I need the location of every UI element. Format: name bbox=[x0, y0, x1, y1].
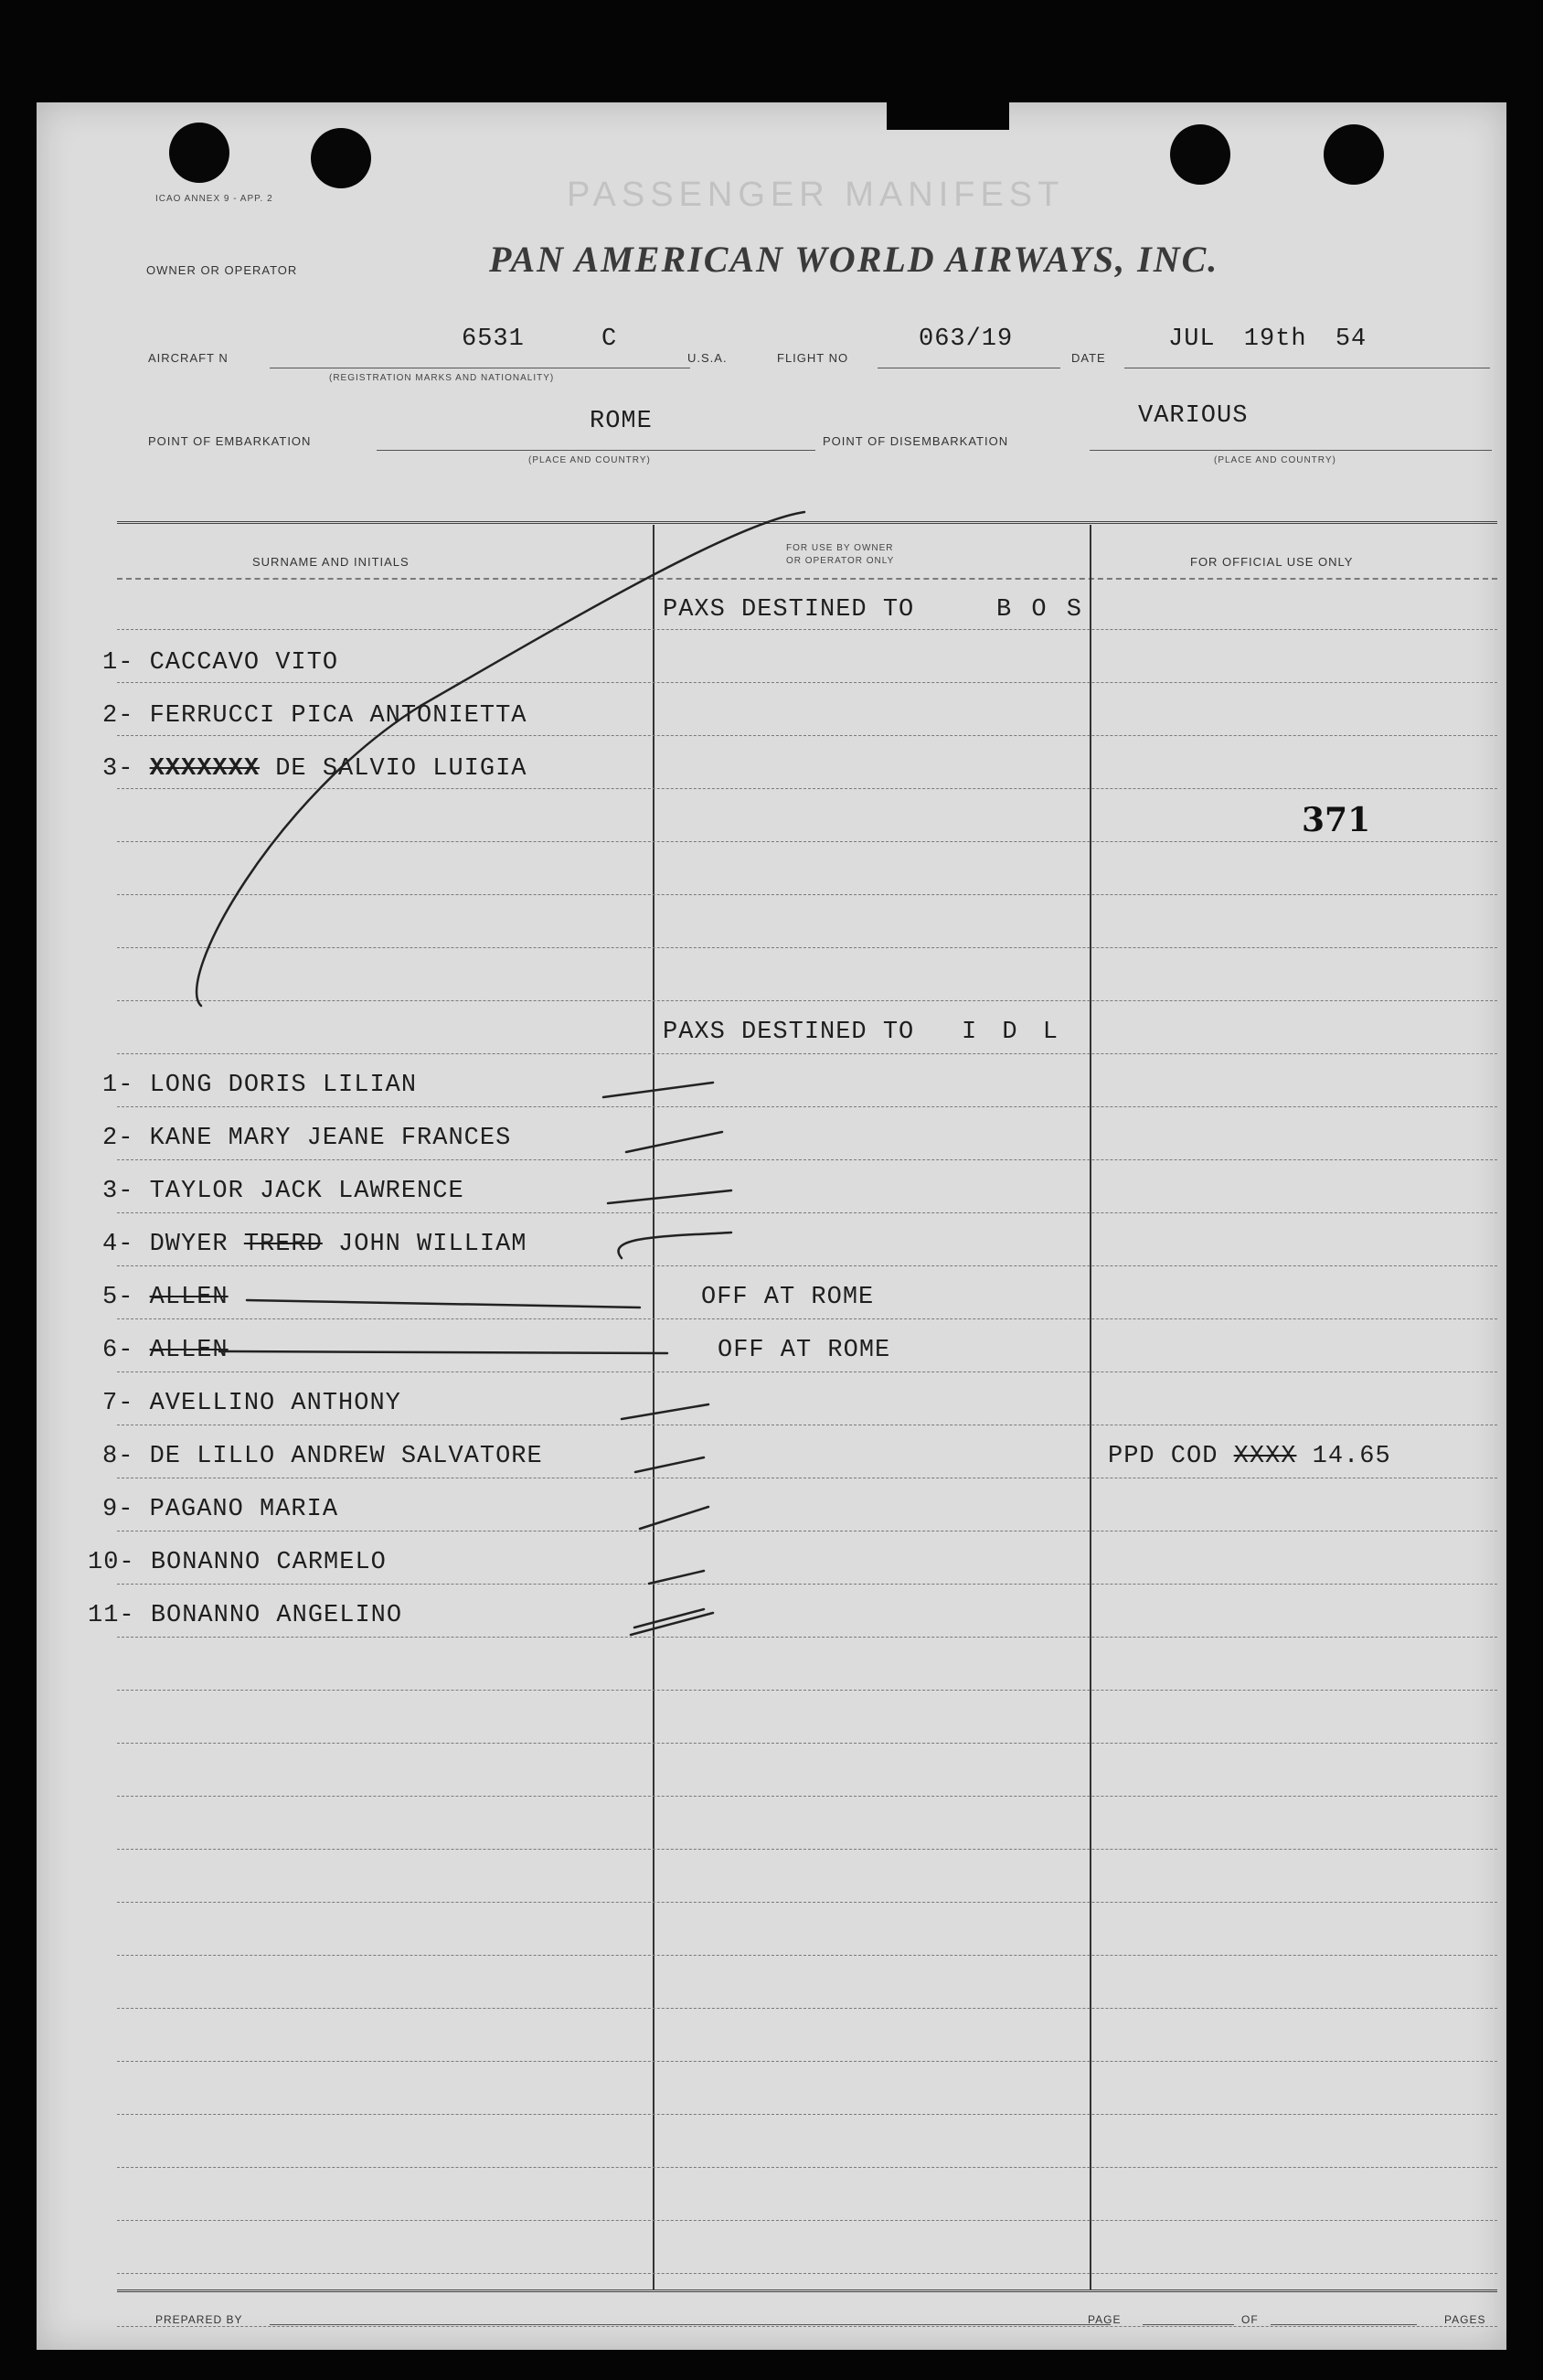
page-title: PASSENGER MANIFEST bbox=[567, 176, 1065, 214]
struck-text: TRERD bbox=[243, 1231, 323, 1258]
passenger-name: DE SALVIO LUIGIA bbox=[275, 755, 527, 783]
owner-name: PAN AMERICAN WORLD AIRWAYS, INC. bbox=[489, 239, 1219, 280]
passenger-number: 1- bbox=[102, 1072, 134, 1099]
passenger-number: 3- bbox=[102, 1178, 134, 1205]
disembarkation-place: VARIOUS bbox=[1138, 402, 1249, 430]
passenger-number: 10- bbox=[88, 1549, 135, 1576]
group2-code: I D L bbox=[962, 1019, 1059, 1046]
passenger-number: 8- bbox=[102, 1443, 134, 1470]
struck-text: ALLEN bbox=[149, 1337, 229, 1364]
registration-caption: (REGISTRATION MARKS AND NATIONALITY) bbox=[329, 373, 555, 383]
passenger-remark: OFF AT ROME bbox=[718, 1337, 891, 1364]
page-underline bbox=[1143, 2324, 1234, 2325]
column-header-surname: SURNAME AND INITIALS bbox=[252, 555, 410, 569]
embarkation-place: ROME bbox=[590, 408, 653, 435]
tick-mark bbox=[626, 1132, 722, 1152]
aircraft-label: AIRCRAFT N bbox=[148, 351, 229, 365]
passenger-number: 1- bbox=[102, 649, 134, 677]
passenger-name: DE LILLO ANDREW SALVATORE bbox=[149, 1443, 543, 1470]
column-header-owner-2: OR OPERATOR ONLY bbox=[786, 556, 895, 566]
passenger-name: PAGANO MARIA bbox=[149, 1496, 339, 1523]
prepared-label: PREPARED BY bbox=[155, 2313, 243, 2326]
group2-heading: PAXS DESTINED TO bbox=[663, 1019, 915, 1046]
passenger-surname: DWYER bbox=[149, 1231, 229, 1258]
strike-line bbox=[219, 1351, 667, 1353]
passenger-number: 2- bbox=[102, 1125, 134, 1152]
tick-mark bbox=[631, 1613, 713, 1635]
tick-mark bbox=[603, 1083, 713, 1097]
prepared-underline bbox=[270, 2324, 1111, 2325]
struck-text: XXXXXXX bbox=[149, 755, 261, 783]
passenger-number: 11- bbox=[88, 1602, 135, 1629]
tick-mark bbox=[608, 1190, 731, 1203]
passenger-number: 3- bbox=[102, 755, 134, 783]
strike-line bbox=[247, 1300, 640, 1307]
passenger-name: BONANNO ANGELINO bbox=[150, 1602, 403, 1629]
of-underline bbox=[1271, 2324, 1417, 2325]
passenger-number: 2- bbox=[102, 702, 134, 730]
passenger-number: 9- bbox=[102, 1496, 134, 1523]
usa-label: U.S.A. bbox=[687, 351, 728, 365]
page-label: PAGE bbox=[1088, 2313, 1122, 2326]
aircraft-number: 6531 bbox=[462, 326, 525, 353]
passenger-number: 7- bbox=[102, 1390, 134, 1417]
flight-date: JUL 19th 54 bbox=[1168, 326, 1367, 353]
column-header-official: FOR OFFICIAL USE ONLY bbox=[1190, 555, 1354, 569]
passenger-name: BONANNO CARMELO bbox=[150, 1549, 387, 1576]
official-amount: 14.65 bbox=[1296, 1443, 1391, 1470]
date-label: DATE bbox=[1071, 351, 1106, 365]
passenger-number: 6- bbox=[102, 1337, 134, 1364]
passenger-name: AVELLINO ANTHONY bbox=[149, 1390, 401, 1417]
tick-mark bbox=[649, 1571, 704, 1584]
passenger-name: LONG DORIS LILIAN bbox=[149, 1072, 418, 1099]
form-code: ICAO ANNEX 9 - APP. 2 bbox=[155, 194, 273, 204]
column-header-owner: FOR USE BY OWNER bbox=[786, 543, 894, 553]
official-code: PPD COD bbox=[1108, 1443, 1218, 1470]
embarkation-label: POINT OF EMBARKATION bbox=[148, 434, 312, 448]
tick-mark bbox=[197, 512, 804, 1006]
owner-label: OWNER OR OPERATOR bbox=[146, 263, 298, 277]
stamp-number: 371 bbox=[1302, 801, 1371, 839]
flight-number: 063/19 bbox=[919, 326, 1014, 353]
passenger-name: KANE MARY JEANE FRANCES bbox=[149, 1125, 512, 1152]
embarkation-caption: (PLACE AND COUNTRY) bbox=[528, 455, 651, 465]
flight-label: FLIGHT NO bbox=[777, 351, 849, 365]
of-label: OF bbox=[1241, 2313, 1259, 2326]
tick-mark bbox=[622, 1404, 708, 1419]
struck-text: XXXX bbox=[1233, 1443, 1297, 1470]
group1-heading: PAXS DESTINED TO bbox=[663, 596, 915, 624]
disembarkation-caption: (PLACE AND COUNTRY) bbox=[1214, 455, 1336, 465]
group1-code: B O S bbox=[996, 596, 1083, 624]
tick-mark bbox=[635, 1457, 704, 1472]
pen-marks bbox=[37, 102, 1506, 2350]
passenger-name: JOHN WILLIAM bbox=[338, 1231, 527, 1258]
passenger-number: 4- bbox=[102, 1231, 134, 1258]
aircraft-suffix: C bbox=[601, 326, 618, 353]
passenger-remark: OFF AT ROME bbox=[701, 1284, 875, 1311]
pages-label: PAGES bbox=[1444, 2313, 1486, 2326]
passenger-name: FERRUCCI PICA ANTONIETTA bbox=[149, 702, 527, 730]
manifest-sheet bbox=[37, 102, 1506, 2350]
passenger-name: TAYLOR JACK LAWRENCE bbox=[149, 1178, 464, 1205]
passenger-name: CACCAVO VITO bbox=[149, 649, 339, 677]
tick-mark bbox=[619, 1233, 731, 1258]
struck-text: ALLEN bbox=[149, 1284, 229, 1311]
tick-mark bbox=[640, 1507, 708, 1529]
passenger-number: 5- bbox=[102, 1284, 134, 1311]
disembarkation-label: POINT OF DISEMBARKATION bbox=[823, 434, 1009, 448]
